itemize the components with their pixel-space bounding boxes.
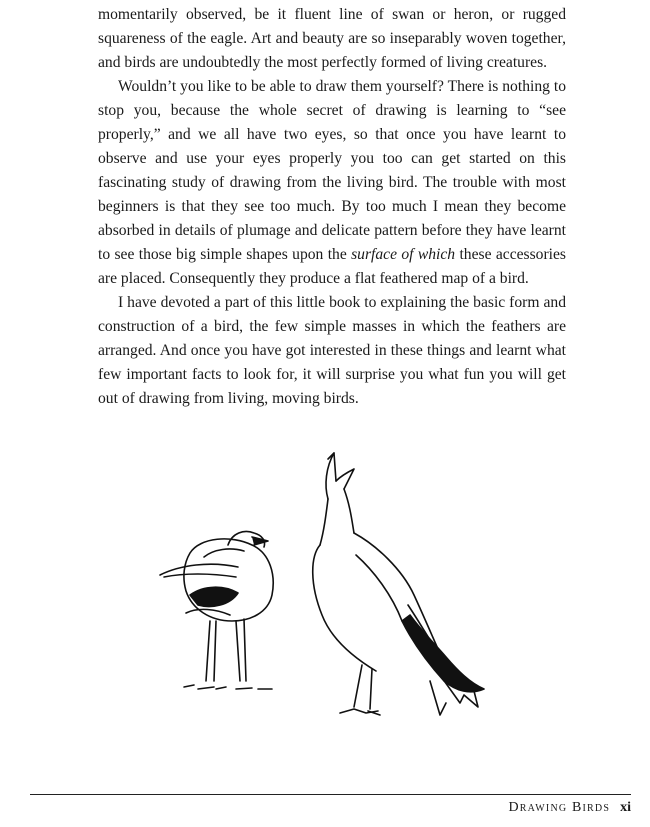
running-head: Drawing Birds xyxy=(508,800,611,815)
preening-gull-sketch xyxy=(160,532,273,690)
footer-rule xyxy=(30,794,631,795)
paragraph-2-text-b: these accessories are placed. Consequently they produce a flat feathered map of a bird. xyxy=(98,246,566,287)
page-number: xi xyxy=(620,800,631,815)
paragraph-2 xyxy=(98,75,566,291)
body-text xyxy=(98,3,566,411)
page-footer xyxy=(508,800,631,816)
paragraph-1: momentarily observed, be it fluent line of swan or heron, or rugged squareness of the eagle. Art and beauty are so inseparably woven together, and birds are undoubtedly the most perfectly formed of living creatures. xyxy=(98,6,566,71)
gull-sketches-illustration xyxy=(140,445,520,735)
paragraph-2-text-a: Wouldn’t you like to be able to draw them yourself? There is nothing to stop you, because the whole secret of drawing is learning to “see properly,” and we all have two eyes, so that once you have learnt to observe and use your eyes properly you too can get started on this fascinating study of drawing from the living bird. The trouble with most beginners is that they see too much. By too much I mean they become absorbed in details of plumage and delicate pattern before they have learnt to see those big simple shapes upon the xyxy=(98,78,566,263)
paragraph-3: I have devoted a part of this little book to explaining the basic form and construction of a bird, the few simple masses in which the feathers are arranged. And once you have got interested in these things and learnt what few important facts to look for, it will surprise you what fun you will get out of drawing from living, moving birds. xyxy=(98,294,566,407)
calling-gull-sketch xyxy=(313,453,484,715)
paragraph-2-italic: surface of which xyxy=(351,246,456,263)
